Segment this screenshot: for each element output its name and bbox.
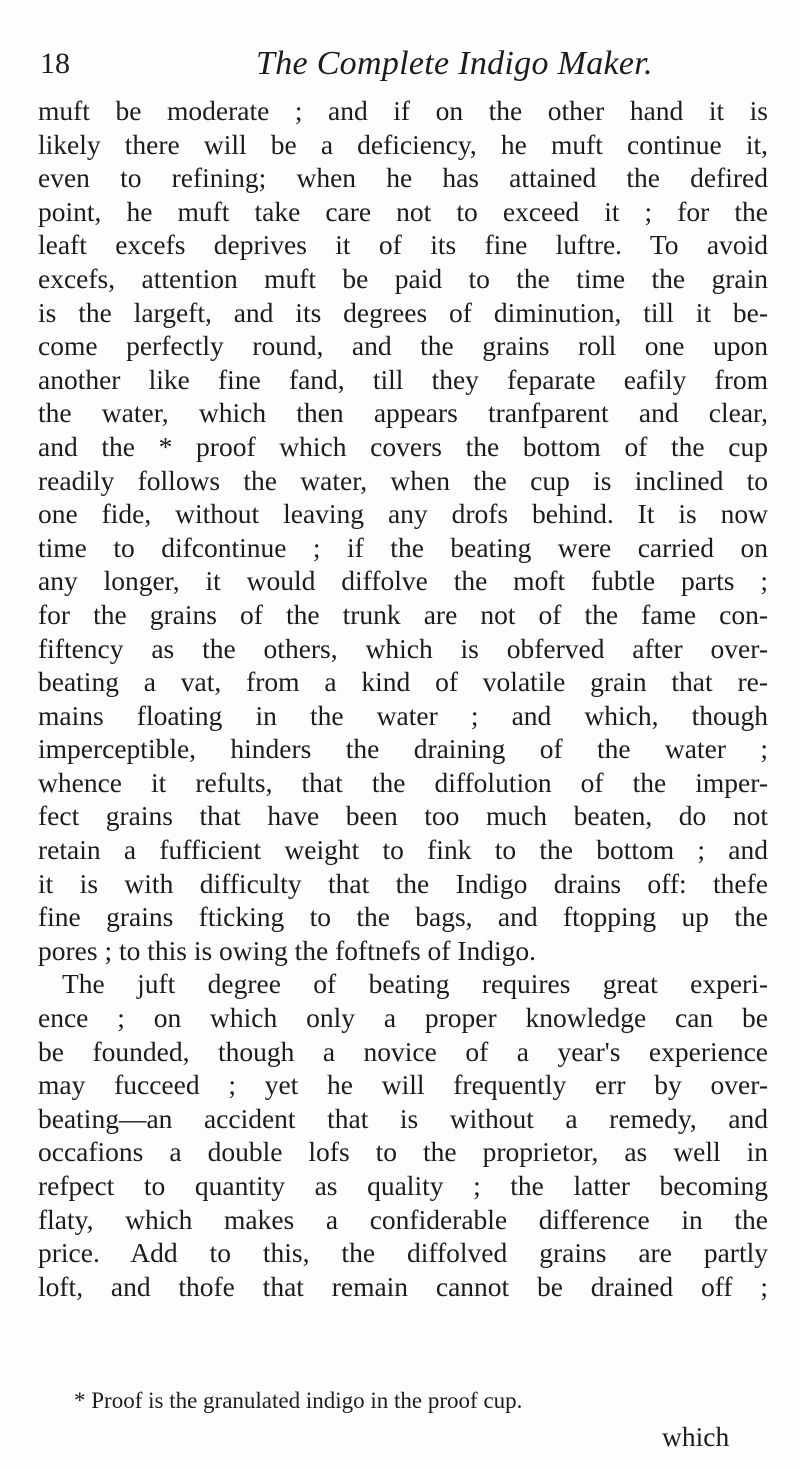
- text-line: ence ; on which only a proper knowledge can be: [38, 1002, 768, 1034]
- text-line: excefs, attention muft be paid to the time the grain: [38, 262, 768, 294]
- text-line: retain a fufficient weight to fink to the bottom ; and: [38, 834, 768, 866]
- text-line: one fide, without leaving any drofs behind. It is now: [38, 498, 768, 530]
- page-header: [30, 40, 780, 88]
- text-line: fine grains fticking to the bags, and ftopping up the: [38, 901, 768, 933]
- body-text: [38, 94, 768, 1303]
- text-line: pores ; to this is owing the foftnefs of Indigo.: [38, 934, 536, 966]
- text-line: even to refining; when he has attained the defired: [38, 162, 768, 194]
- text-line: may fucceed ; yet he will frequently err by over-: [38, 1069, 768, 1101]
- text-line: beating a vat, from a kind of volatile grain that re-: [38, 666, 768, 698]
- text-line: point, he muft take care not to exceed it ; for the: [38, 195, 768, 227]
- text-line: come perfectly round, and the grains roll one upon: [38, 330, 768, 362]
- running-title: The Complete Indigo Maker.: [256, 45, 653, 82]
- text-line: leaft excefs deprives it of its fine luftre. To avoid: [38, 229, 768, 261]
- text-line: is the largeft, and its degrees of diminution, till it be-: [38, 296, 768, 328]
- text-line: any longer, it would diffolve the moft fubtle parts ;: [38, 565, 768, 597]
- text-line: beating—an accident that is without a remedy, and: [38, 1102, 768, 1134]
- text-line: be founded, though a novice of a year's experience: [38, 1035, 768, 1067]
- text-line: it is with difficulty that the Indigo drains off: thefe: [38, 867, 768, 899]
- page-number: 18: [40, 47, 70, 80]
- text-line: fect grains that have been too much beaten, do not: [38, 800, 768, 832]
- text-line: flaty, which makes a confiderable difference in the: [38, 1203, 768, 1235]
- text-line: refpect to quantity as quality ; the latter becoming: [38, 1170, 768, 1201]
- catchword: which: [662, 1421, 730, 1452]
- text-line: readily follows the water, when the cup is inclined to: [38, 464, 768, 496]
- text-line: and the * proof which covers the bottom of the cup: [38, 430, 768, 462]
- text-line: likely there will be a deficiency, he muft continue it,: [38, 128, 768, 160]
- text-line: for the grains of the trunk are not of the fame con-: [38, 598, 768, 630]
- text-line: price. Add to this, the diffolved grains are partly: [38, 1237, 768, 1269]
- footnote: * Proof is the granulated indigo in the proof cup.: [74, 1388, 523, 1413]
- text-line: time to difcontinue ; if the beating were carried on: [38, 531, 768, 563]
- text-line: fiftency as the others, which is obferved after over-: [38, 632, 768, 664]
- text-line: another like fine fand, till they feparate eafily from: [38, 363, 768, 395]
- text-line: muft be moderate ; and if on the other hand it is: [38, 95, 768, 126]
- text-line: whence it refults, that the diffolution of the imper-: [38, 766, 768, 798]
- text-line: imperceptible, hinders the draining of the water ;: [38, 733, 768, 765]
- text-line: mains floating in the water ; and which, though: [38, 699, 768, 731]
- text-line: occafions a double lofs to the proprietor, as well in: [38, 1136, 768, 1168]
- text-line: the water, which then appears tranfparent and clear,: [38, 397, 768, 429]
- text-line: loft, and thofe that remain cannot be drained off ;: [38, 1270, 768, 1302]
- text-line: The juft degree of beating requires great experi-: [62, 968, 768, 1000]
